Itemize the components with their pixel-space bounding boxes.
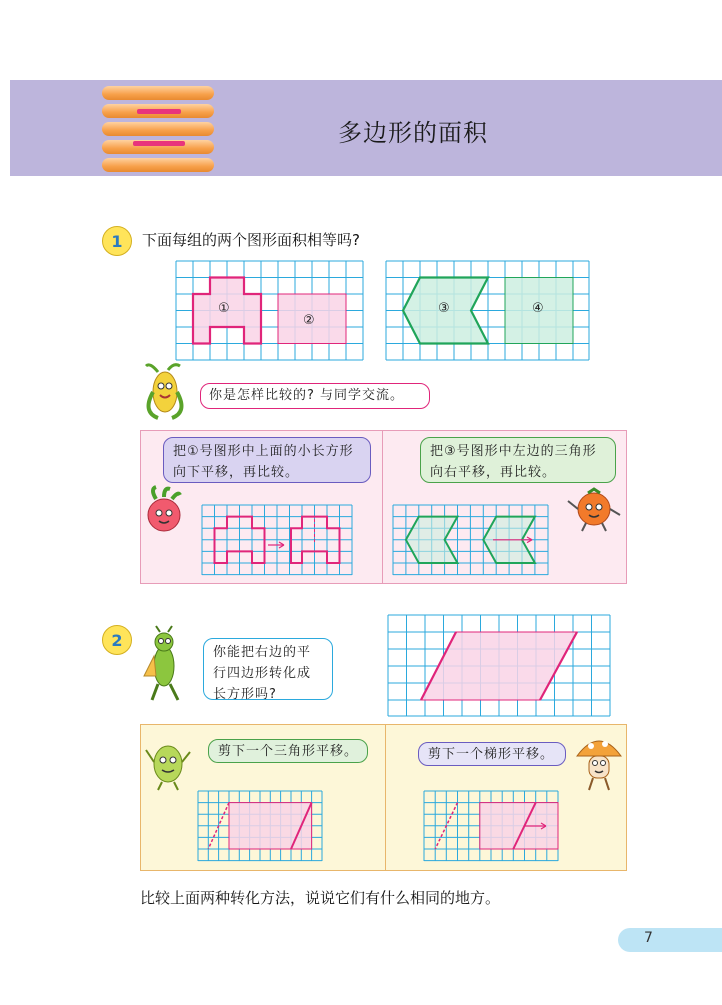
question-1-badge: 1: [102, 226, 132, 256]
label-figure-1: ①: [218, 301, 230, 316]
page-number: 7: [644, 930, 653, 946]
prompt-bubble-q2: 你能把右边的平行四边形转化成长方形吗?: [203, 638, 333, 700]
chapter-title: 多边形的面积: [338, 119, 488, 147]
footer-question: 比较上面两种转化方法，说说它们有什么相同的地方。: [140, 889, 501, 907]
label-figure-3: ③: [438, 301, 450, 316]
parallelogram-grid: [388, 615, 610, 717]
label-figure-4: ④: [532, 301, 544, 316]
hint-bubble-left-q1: 把①号图形中上面的小长方形向下平移，再比较。: [163, 437, 371, 483]
mushroom-character-icon: [573, 732, 625, 792]
grid-figures-1-2: [176, 261, 364, 361]
grid-figures-3-4: [386, 261, 590, 361]
hint-grid-left-q1: [202, 505, 352, 575]
hint-bubble-right-q2: 剪下一个梯形平移。: [418, 742, 566, 766]
bean-character-icon: [144, 738, 192, 792]
grasshopper-character-icon: [138, 626, 190, 702]
page-number-tab: [618, 928, 722, 952]
hint-bubble-left-q2: 剪下一个三角形平移。: [208, 739, 368, 763]
prompt-bubble-q1: 你是怎样比较的? 与同学交流。: [200, 383, 430, 409]
hint-bubble-right-q1: 把③号图形中左边的三角形向右平移，再比较。: [420, 437, 616, 483]
tomato-character-icon: [566, 485, 622, 533]
question-1-text: 下面每组的两个图形面积相等吗?: [142, 231, 360, 249]
hint-grid-right-q2: [424, 791, 558, 861]
hint-grid-left-q2: [198, 791, 322, 861]
hint-grid-right-q1: [393, 505, 548, 575]
corn-character-icon: [140, 362, 190, 422]
radish-character-icon: [142, 487, 186, 533]
label-figure-2: ②: [303, 313, 315, 328]
question-2-badge: 2: [102, 625, 132, 655]
